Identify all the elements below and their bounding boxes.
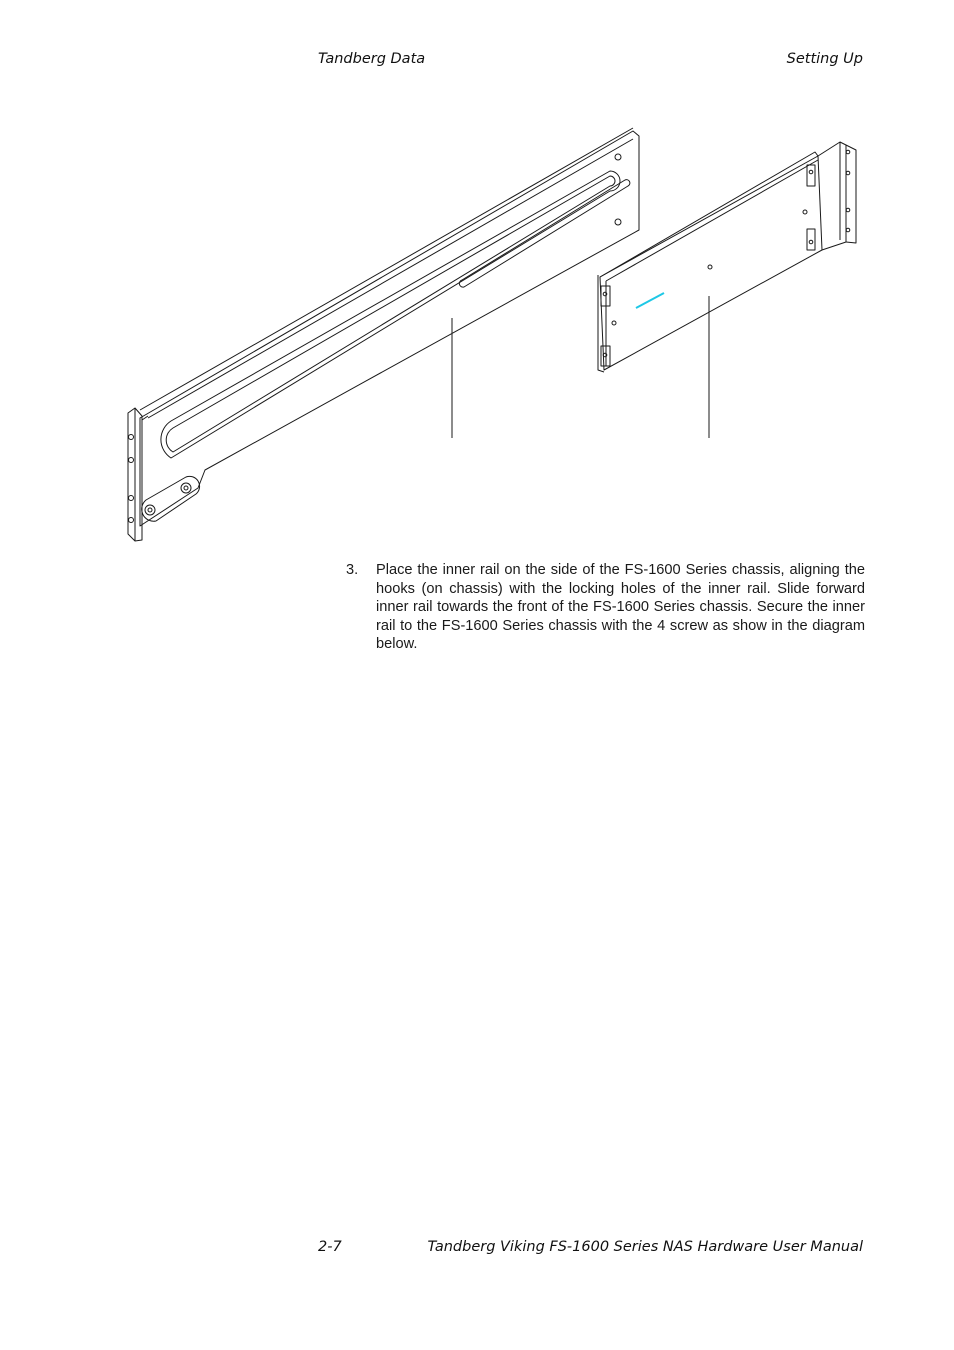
inner-rail: [598, 142, 856, 372]
header-left: Tandberg Data: [318, 51, 426, 67]
footer-title: Tandberg Viking FS-1600 Series NAS Hardware User Manual: [427, 1239, 863, 1255]
outer-rail: [128, 128, 639, 541]
step-3: [346, 561, 865, 654]
rail-diagram: [0, 0, 954, 560]
header-right: Setting Up: [786, 51, 863, 67]
step-text: Place the inner rail on the side of the FS-1600 Series chassis, aligning the hooks (on chassis) with the locking holes of the inner rail. Slide forward inner rail towards the front of the FS-1600 Series chassis. Secure the inner rail to the FS-1600 Series chassis with the 4 screw as show in the diagram below.: [376, 562, 865, 652]
page-number: 2-7: [318, 1239, 342, 1255]
step-number: 3.: [346, 562, 359, 578]
